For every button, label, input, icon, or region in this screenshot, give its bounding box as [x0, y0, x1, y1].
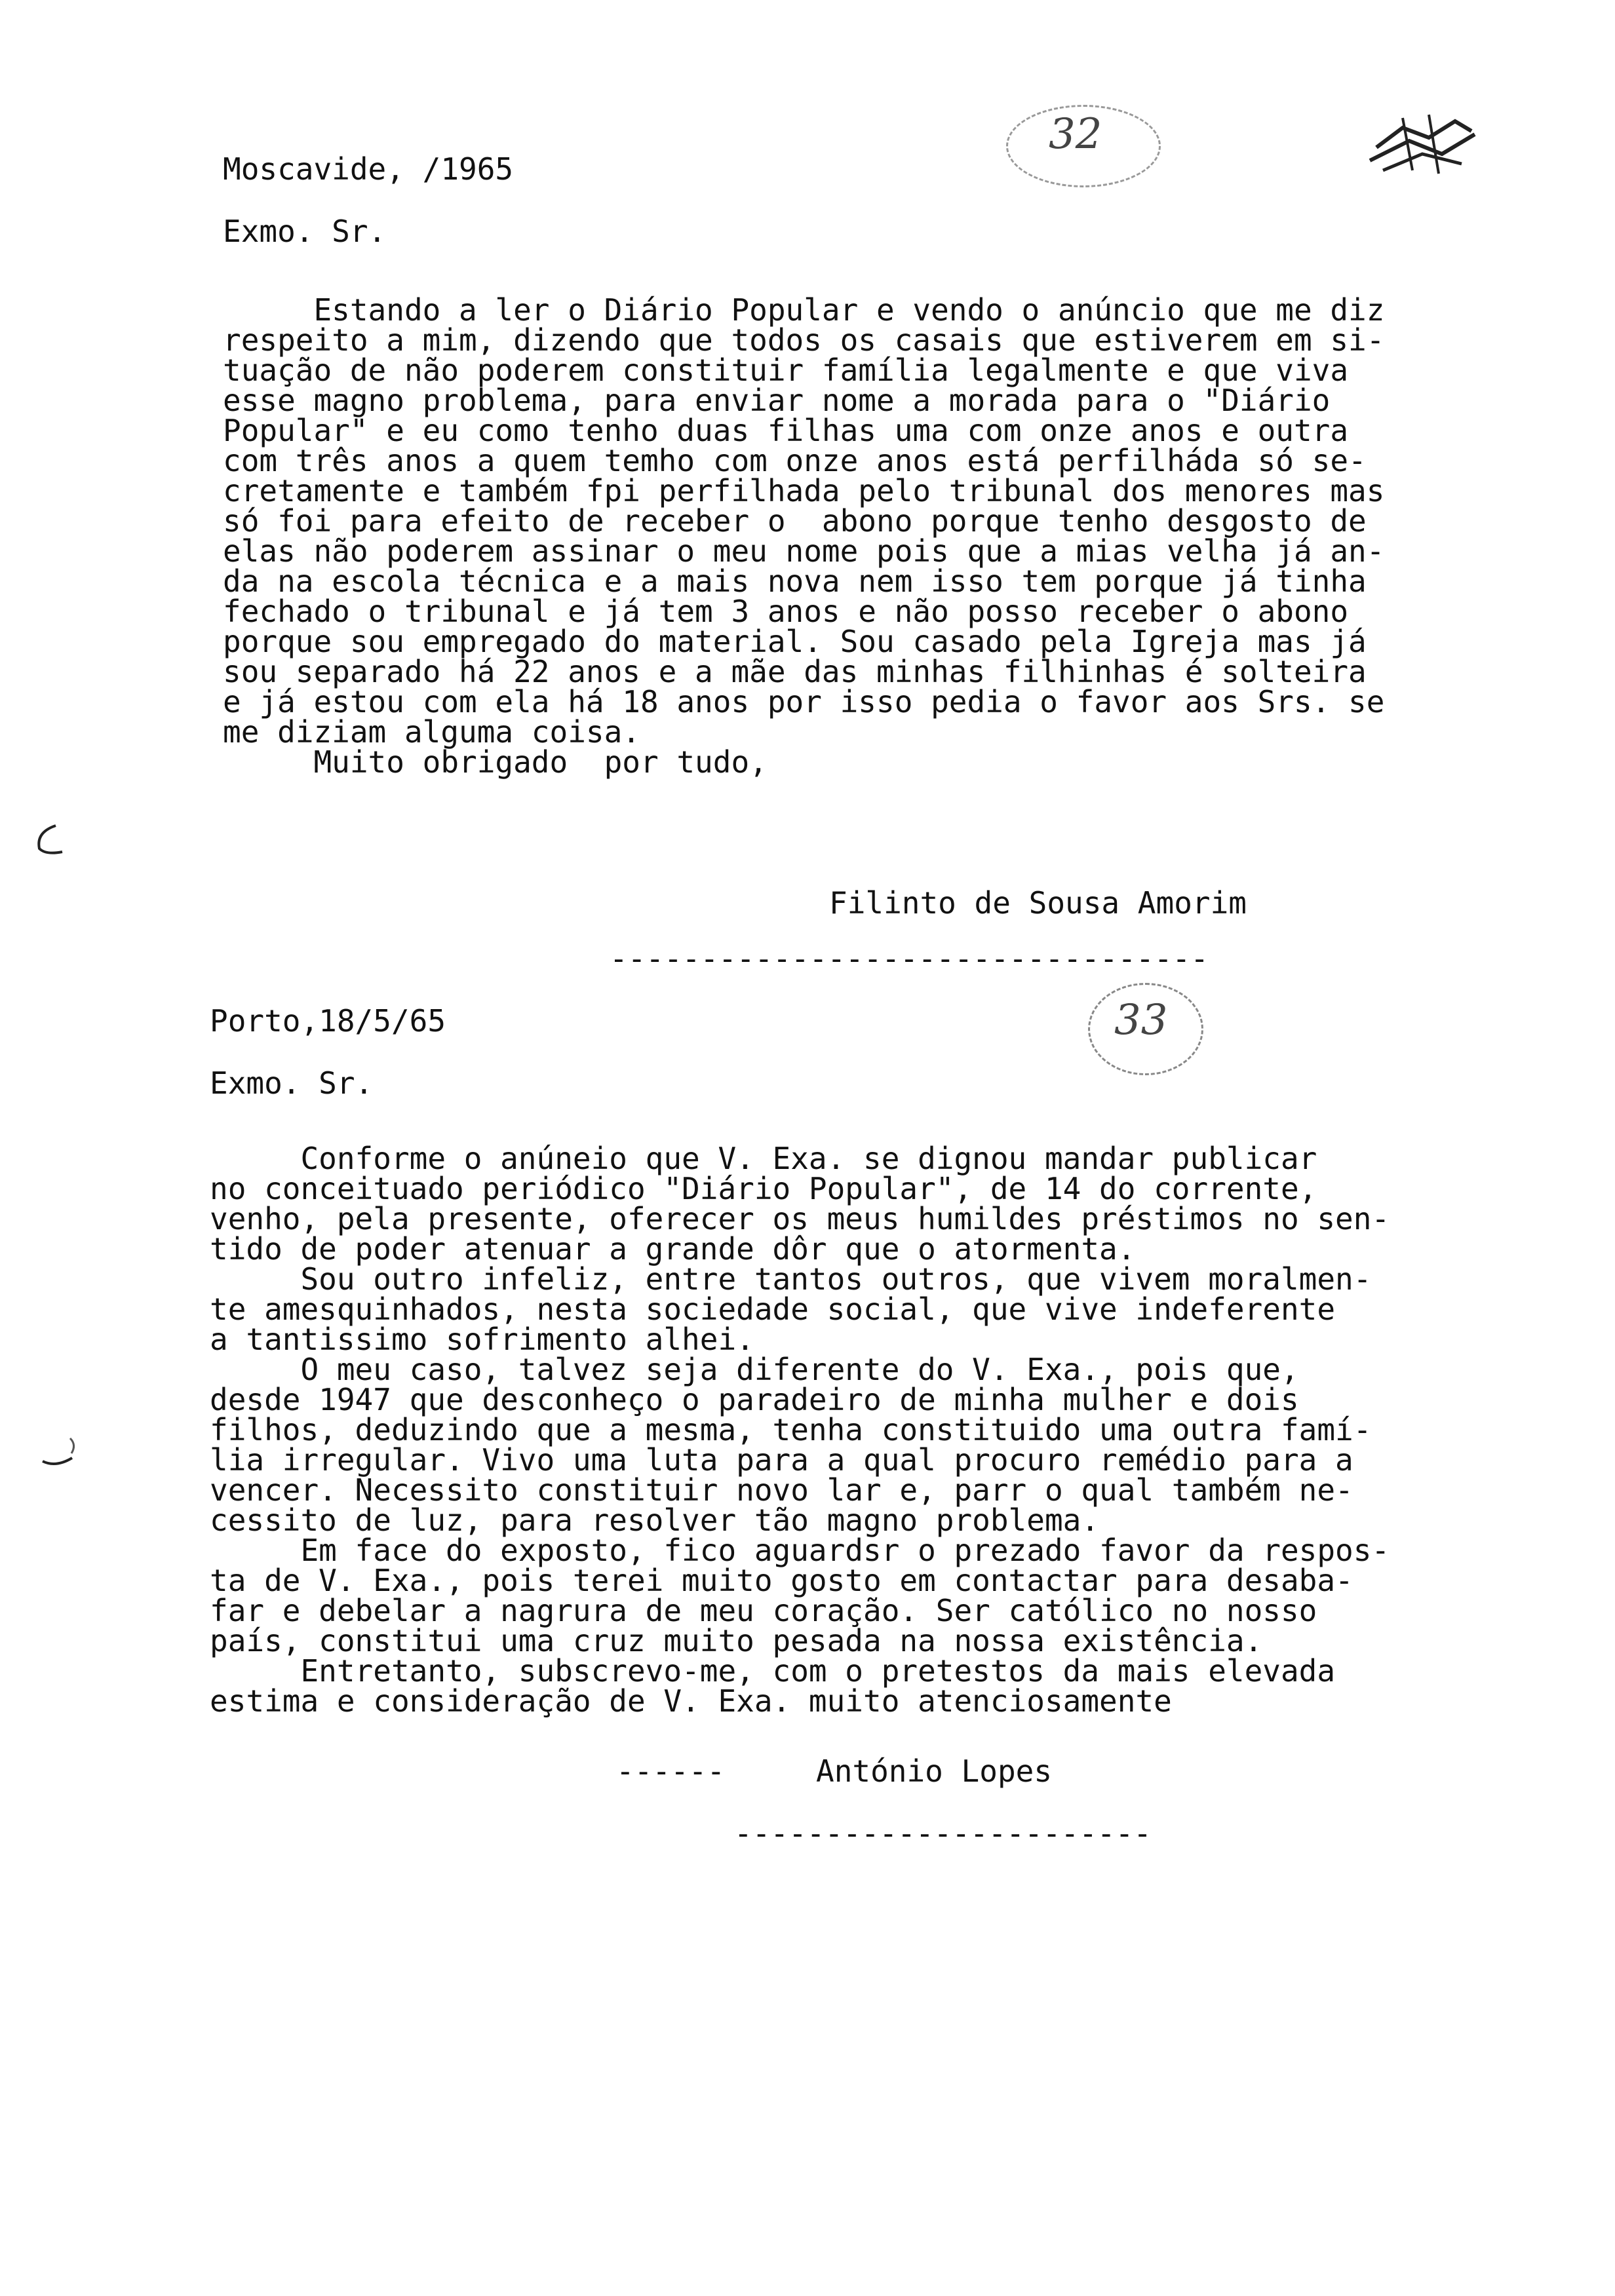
margin-mark-icon	[29, 819, 69, 858]
letter2-body-line: te amesquinhados, nesta sociedade social, que vive indeferente	[210, 1292, 1336, 1327]
letter1-body-line: da na escola técnica e a mais nova nem isso tem porque já tinha	[223, 564, 1367, 599]
letter2-separator: -----------------------	[734, 1816, 1152, 1851]
margin-mark-icon	[36, 1428, 82, 1474]
letter2-body-line: Em face do exposto, fico aguardsr o prezado favor da respos-	[210, 1533, 1390, 1568]
letter1-separator: ---------------------------------	[610, 941, 1209, 976]
letter1-body-line: elas não poderem assinar o meu nome pois que a mias velha já an-	[223, 533, 1385, 569]
letter2-body-line: desde 1947 que desconheço o paradeiro de minha mulher e dois	[210, 1382, 1299, 1417]
letter1-body-line: me diziam alguma coisa.	[223, 714, 640, 750]
letter2-body-line: vencer. Necessito constituir novo lar e, parr o qual também ne-	[210, 1472, 1353, 1508]
letter1-body-line: Popular" e eu como tenho duas filhas uma com onze anos e outra	[223, 413, 1349, 448]
letter2-body-line: Sou outro infeliz, entre tantos outros, que vivem moralmen-	[210, 1261, 1372, 1297]
letter1-body-line: tuação de não poderem constituir família legalmente e que viva	[223, 353, 1349, 388]
letter2-signature-dash: ------	[616, 1753, 726, 1789]
letter1-signature: Filinto de Sousa Amorim	[829, 885, 1247, 921]
letter2-body-line: no conceituado periódico "Diário Popular", de 14 do corrente,	[210, 1171, 1317, 1206]
letter2-body-line: lia irregular. Vivo uma luta para a qual procuro remédio para a	[210, 1442, 1353, 1478]
letter1-body-line: Estando a ler o Diário Popular e vendo o anúncio que me diz	[223, 292, 1385, 328]
letter2-body-line: filhos, deduzindo que a mesma, tenha constituido uma outra famí-	[210, 1412, 1372, 1447]
letter1-body-line: e já estou com ela há 18 anos por isso pedia o favor aos Srs. se	[223, 684, 1385, 719]
letter2-body-line: far e debelar a nagrura de meu coração. Ser católico no nosso	[210, 1593, 1317, 1628]
letter2-body-line: O meu caso, talvez seja diferente do V. Exa., pois que,	[210, 1352, 1299, 1387]
letter1-body-line: respeito a mim, dizendo que todos os casais que estiverem em si-	[223, 322, 1385, 358]
letter2-body-line: tido de poder atenuar a grande dôr que o atormenta.	[210, 1231, 1136, 1267]
folio-number-33: 33	[1114, 996, 1168, 1044]
letter2-body-line: Conforme o anúneio que V. Exa. se dignou mandar publicar	[210, 1141, 1317, 1176]
letter2-body-line: a tantissimo sofrimento alhei.	[210, 1322, 754, 1357]
letter1-place-date: Moscavide, /1965	[223, 151, 514, 187]
letter1-body-line: só foi para efeito de receber o abono porque tenho desgosto de	[223, 503, 1367, 539]
letter1-body-line: cretamente e também fpi perfilhada pelo tribunal dos menores mas	[223, 473, 1385, 508]
letter1-body-line: com três anos a quem temho com onze anos está perfilháda só se-	[223, 443, 1367, 478]
letter1-body-line: Muito obrigado por tudo,	[223, 744, 768, 780]
letter2-body-line: cessito de luz, para resolver tão magno problema.	[210, 1502, 1100, 1538]
letter2-salutation: Exmo. Sr.	[210, 1065, 374, 1101]
letter2-body-line: país, constitui uma cruz muito pesada na nossa existência.	[210, 1623, 1263, 1658]
letter1-body-line: sou separado há 22 anos e a mãe das minhas filhinhas é solteira	[223, 654, 1367, 689]
folio-number-32: 32	[1049, 110, 1102, 159]
letter2-body-line: Entretanto, subscrevo-me, com o pretestos da mais elevada	[210, 1653, 1336, 1689]
letter2-body-line: venho, pela presente, oferecer os meus humildes préstimos no sen-	[210, 1201, 1390, 1236]
letter2-signature: António Lopes	[816, 1753, 1053, 1789]
letter2-body-line: estima e consideração de V. Exa. muito atenciosamente	[210, 1683, 1172, 1719]
letter2-body-line: ta de V. Exa., pois terei muito gosto em contactar para desaba-	[210, 1563, 1353, 1598]
letter1-body-line: esse magno problema, para enviar nome a morada para o "Diário	[223, 383, 1331, 418]
letter1-salutation: Exmo. Sr.	[223, 214, 387, 249]
scribble-stamp-icon	[1363, 108, 1481, 180]
letter2-place-date: Porto,18/5/65	[210, 1003, 446, 1039]
letter1-body-line: porque sou empregado do material. Sou casado pela Igreja mas já	[223, 624, 1367, 659]
letter1-body-line: fechado o tribunal e já tem 3 anos e não posso receber o abono	[223, 594, 1349, 629]
